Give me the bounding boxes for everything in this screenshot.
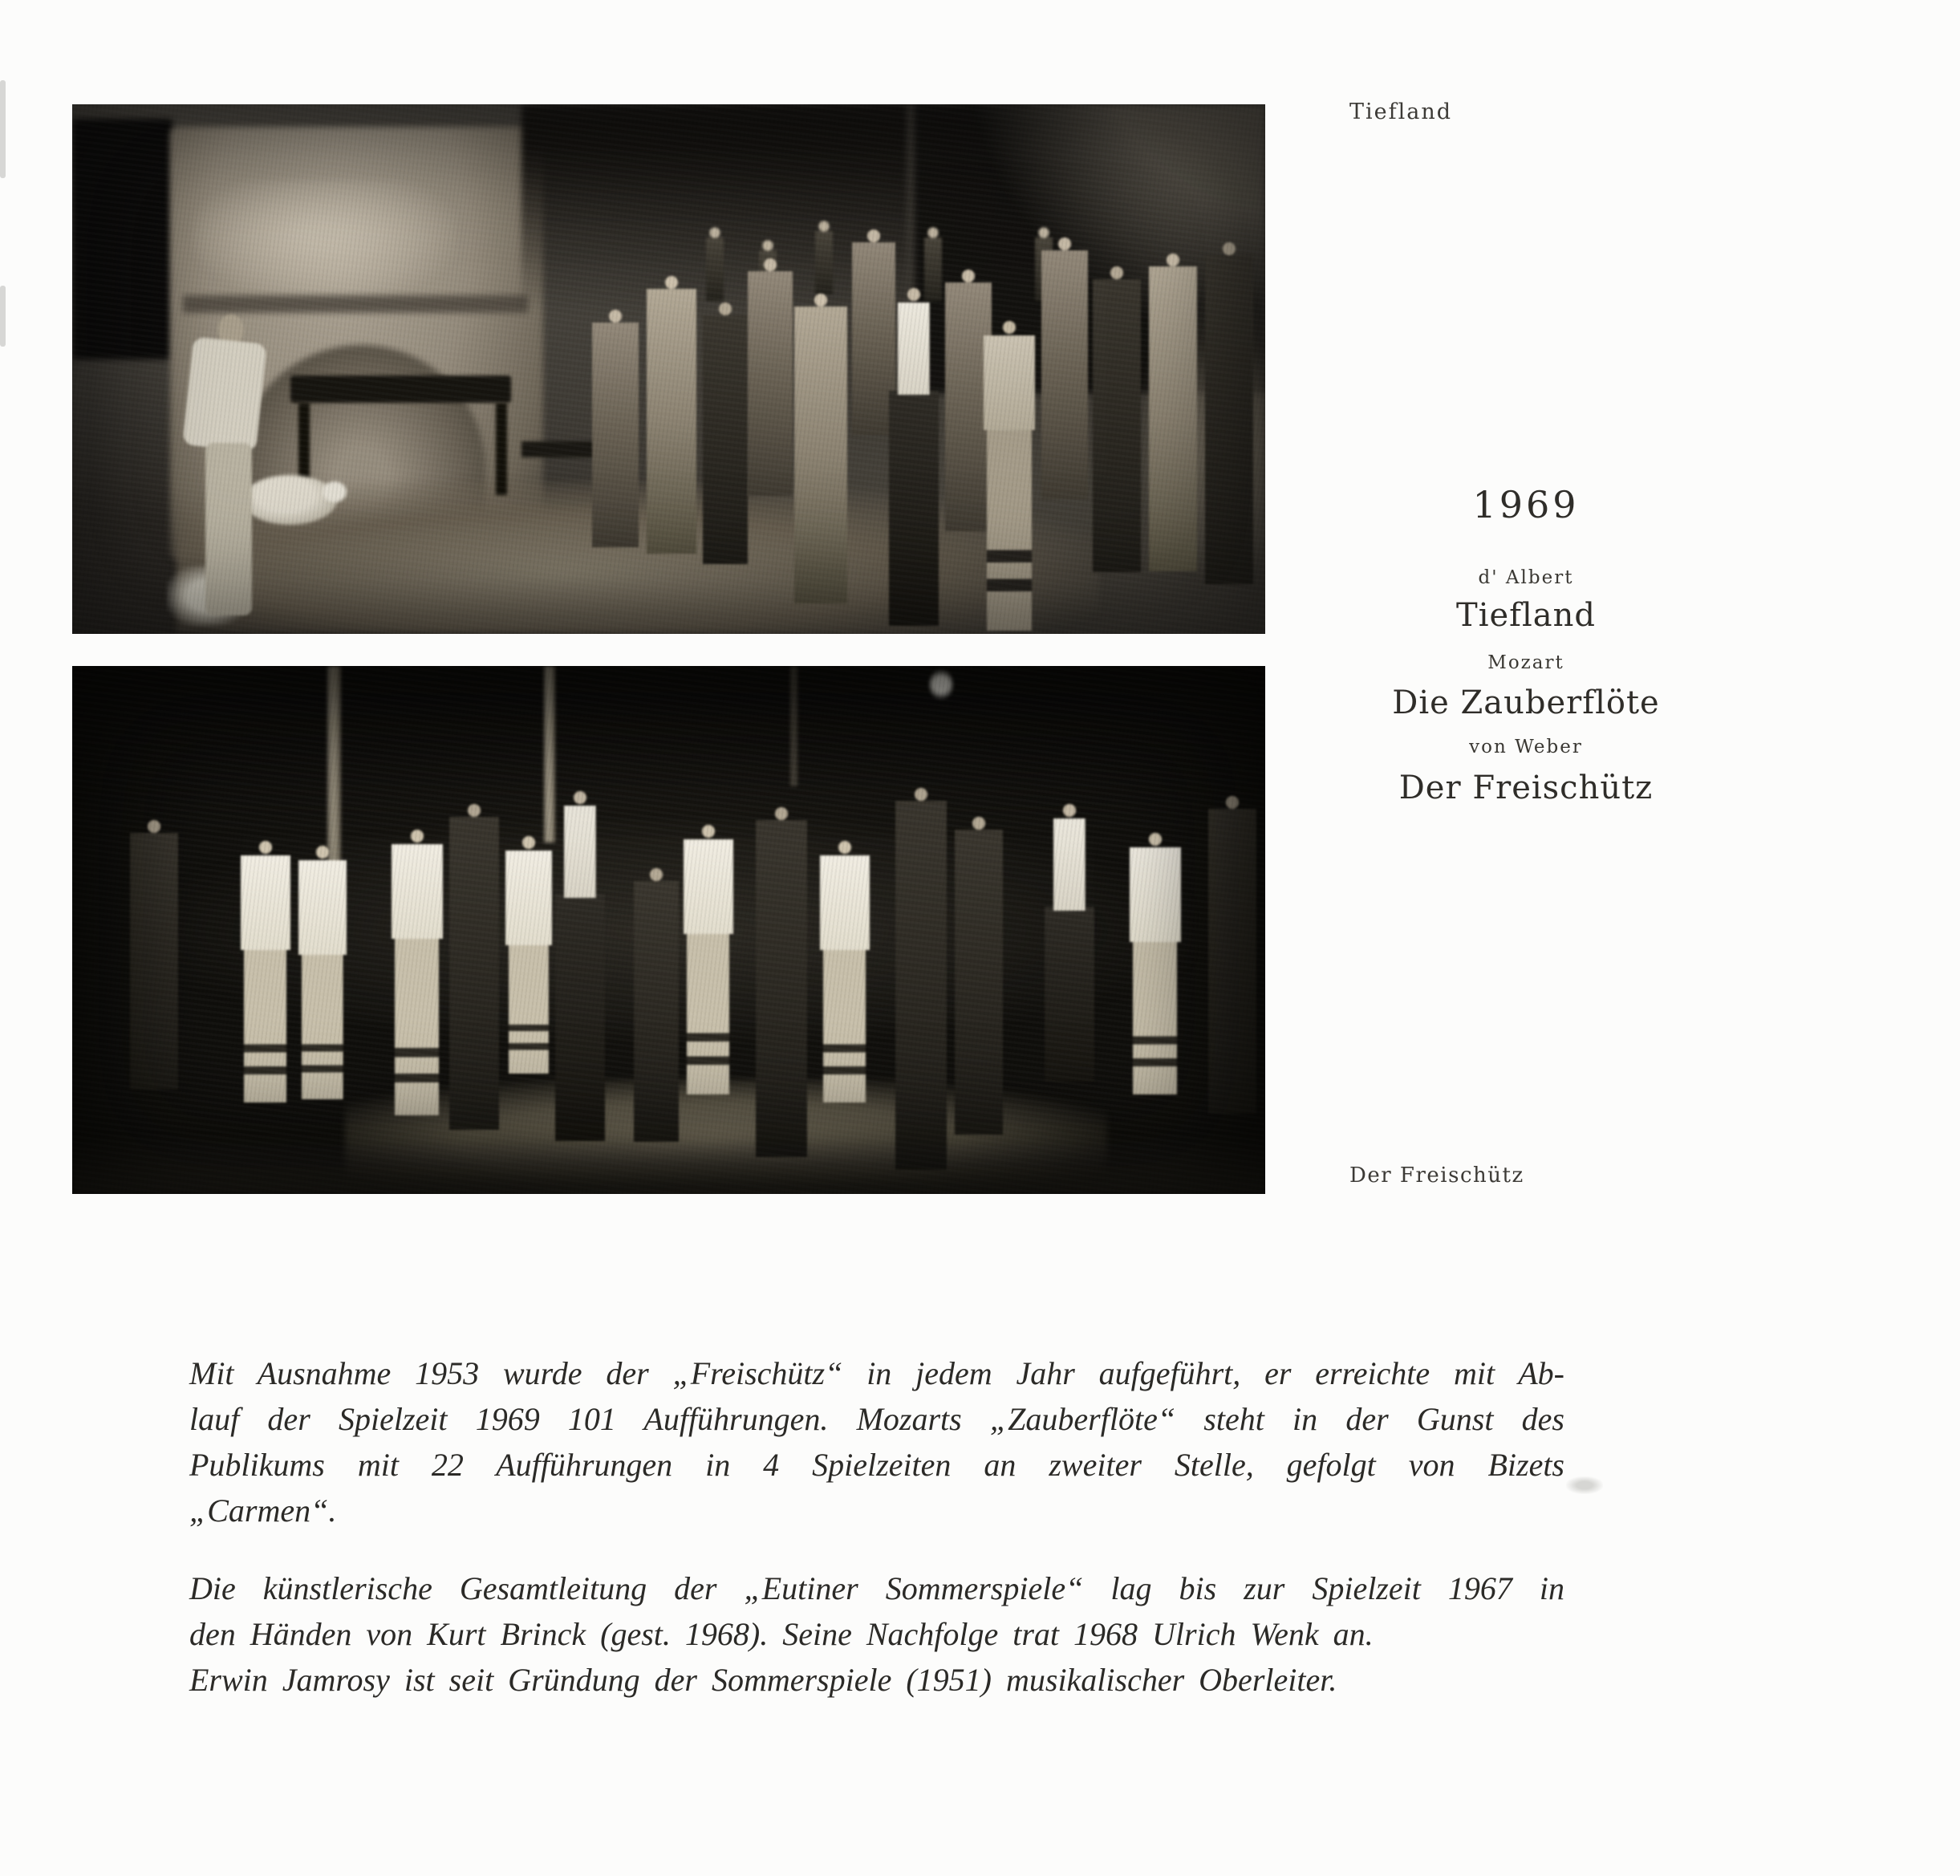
text-line: Erwin Jamrosy ist seit Gründung der Sommerspiele (1951) musikalischer Oberleiter. [189,1662,1337,1698]
stage-figure-woman [392,826,443,1115]
stage-figure [592,307,639,547]
stage-figure-helmet-man [130,817,178,1090]
season-year: 1969 [1472,483,1580,526]
sheep-head [323,481,347,502]
stage-figure-woman [241,838,290,1102]
scan-edge-artifact [0,80,6,178]
photo-caption-freischuetz: Der Freischütz [1349,1163,1524,1188]
body-paragraph-1 [189,1350,1564,1533]
stage-figure [748,255,793,496]
opera-title: Tiefland [1456,597,1596,634]
text-line: Publikums mit 22 Aufführungen in 4 Spielzeiten an zweiter Stelle, gefolgt von Bizets [189,1447,1564,1483]
stage-figure [1041,234,1088,499]
text-line: lauf der Spielzeit 1969 101 Aufführungen. Mozarts „Zauberflöte“ steht in der Gunst des [189,1401,1564,1437]
opera-title: Der Freischütz [1398,769,1654,806]
stage-figure-dark-suit-man [889,285,939,626]
stage-figure-woman [505,833,552,1074]
stage-dark-doorway [72,119,172,359]
text-line: Mit Ausnahme 1953 wurde der „Freischütz“ in jedem Jahr aufgeführt, er erreichte mit Ab- [189,1355,1564,1391]
text-line: den Händen von Kurt Brinck (gest. 1968). Seine Nachfolge trat 1968 Ulrich Wenk an. [189,1616,1374,1652]
stage-figure [1205,239,1253,584]
stage-figure-boy-with-hat [634,865,679,1142]
tree-trunk [790,666,797,786]
composer-name: von Weber [1469,737,1583,757]
tree-trunk [544,666,555,843]
table-leg [496,403,507,495]
stage-figure [647,273,696,554]
stove-mantel [183,295,528,313]
stage-figure-man [449,801,499,1130]
stage-figure [703,299,748,564]
stage-figure-woman [1130,830,1181,1094]
text-line: „Carmen“. [189,1492,337,1529]
body-paragraph-2 [189,1565,1564,1703]
photo-caption-tiefland: Tiefland [1349,99,1453,124]
stage-table [290,376,511,403]
scan-smudge [1566,1476,1603,1494]
stage-figure-man [1208,793,1256,1114]
stage-figure-man-white-shirt [555,788,605,1141]
composer-name: d' Albert [1478,567,1574,588]
stage-figure [815,218,833,294]
stage-figure-tall-hatted-man [895,785,947,1170]
stage-figure-woman [684,822,733,1094]
stage-figure [1149,250,1197,571]
stage-figure-man-white-shirt [1045,801,1094,1082]
opera-title: Die Zauberflöte [1392,684,1660,721]
stove-pediment-highlight [193,181,457,301]
stage-figure [1093,263,1141,572]
ground-shadow [72,1135,1265,1194]
stage-figure-man [756,804,807,1157]
stage-figure-woman [298,843,347,1099]
stage-figure-man [955,814,1003,1135]
bright-stage-light [929,669,953,700]
stage-figure [706,225,724,301]
composer-name: Mozart [1487,652,1564,673]
text-line: Die künstlerische Gesamtleitung der „Eutiner Sommerspiele“ lag bis zur Spielzeit 1967 in [189,1570,1564,1606]
season-caption-block [1364,481,1688,818]
stage-figure-left-man [183,315,275,634]
photo-freischuetz-scene [72,666,1265,1194]
photo-tiefland-scene [72,104,1265,634]
stage-figure [794,290,847,603]
scan-edge-artifact [0,286,6,347]
stage-figure-woman [820,838,870,1102]
stage-figure-robed-woman [984,318,1035,631]
